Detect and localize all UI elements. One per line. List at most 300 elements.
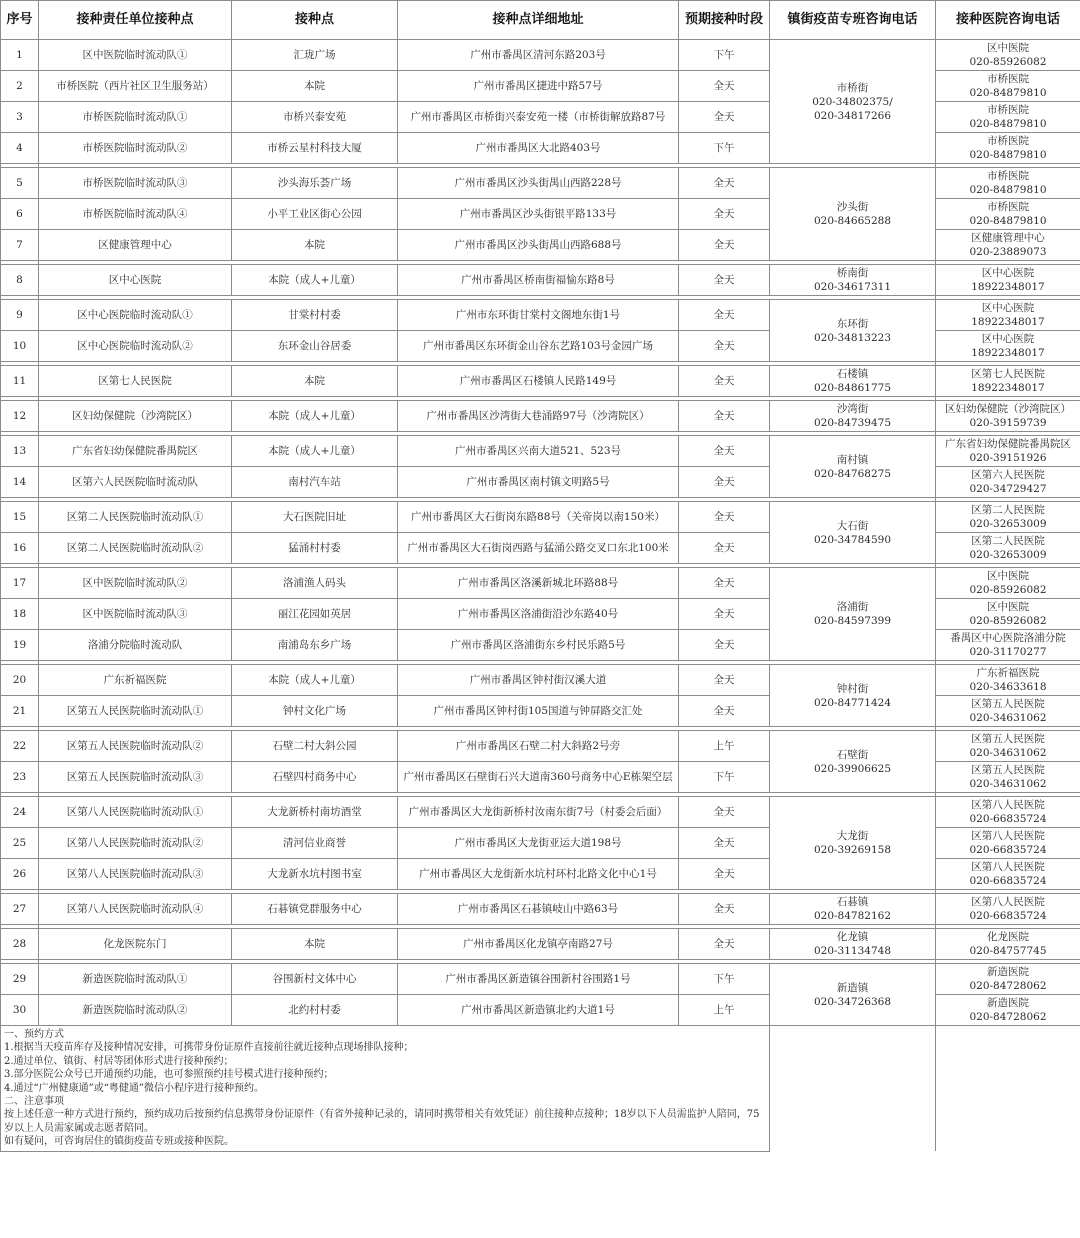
cell-seq: 23 <box>1 762 39 793</box>
street-name: 大龙街 <box>836 830 869 842</box>
cell-period: 上午 <box>679 731 770 762</box>
cell-address: 广州市番禺区新造镇谷围新村谷围路1号 <box>398 964 679 995</box>
cell-seq: 17 <box>1 568 39 599</box>
cell-site: 石壁四村商务中心 <box>232 762 398 793</box>
cell-address: 广州市番禺区洛浦街沿沙东路40号 <box>398 599 679 630</box>
hospital-name: 新造医院 <box>987 966 1029 978</box>
cell-site: 南浦岛东乡广场 <box>232 630 398 661</box>
notes-line: 3.部分医院公众号已开通预约功能，也可参照预约挂号模式进行接种预约； <box>4 1069 334 1081</box>
hospital-phone: 020-34631062 <box>969 747 1047 759</box>
street-name: 新造镇 <box>836 981 869 994</box>
cell-seq: 1 <box>1 40 39 71</box>
street-name: 钟村街 <box>836 682 869 695</box>
hospital-name: 番禺区中心医院洛浦分院 <box>950 632 1066 644</box>
cell-seq: 30 <box>1 995 39 1026</box>
hospital-name: 区第五人民医院 <box>971 698 1045 710</box>
cell-street-phone <box>770 929 936 960</box>
cell-hospital-phone <box>936 168 1080 199</box>
hospital-name: 区第六人民医院 <box>971 469 1045 481</box>
cell-street-phone <box>770 502 936 564</box>
street-name: 石碁镇 <box>836 896 869 908</box>
cell-seq: 20 <box>1 665 39 696</box>
cell-site: 猛涌村村委 <box>232 533 398 564</box>
hospital-name: 区中心医院 <box>981 267 1035 279</box>
cell-period: 全天 <box>679 797 770 828</box>
hospital-name: 市桥医院 <box>987 73 1029 85</box>
cell-unit: 区中医院临时流动队③ <box>39 599 232 630</box>
cell-seq: 14 <box>1 467 39 498</box>
hospital-phone: 020-34729427 <box>969 483 1047 495</box>
cell-hospital-phone <box>936 731 1080 762</box>
cell-address: 广州市番禺区大龙街亚运大道198号 <box>398 828 679 859</box>
hospital-phone: 18922348017 <box>971 382 1045 394</box>
cell-hospital-phone <box>936 366 1080 397</box>
cell-period: 全天 <box>679 265 770 296</box>
cell-hospital-phone <box>936 859 1080 890</box>
cell-period: 上午 <box>679 995 770 1026</box>
table-row <box>1 265 1080 296</box>
cell-unit: 区第六人民医院临时流动队 <box>39 467 232 498</box>
cell-period: 全天 <box>679 859 770 890</box>
cell-period: 全天 <box>679 894 770 925</box>
header-street-phone: 镇街疫苗专班咨询电话 <box>770 1 936 40</box>
notes-line: 1.根据当天疫苗库存及接种情况安排，可携带身份证原件直接前往就近接种点现场排队接种； <box>4 1042 414 1054</box>
notes-line: 如有疑问，可咨询居住的镇街疫苗专班或接种医院。 <box>4 1136 234 1148</box>
cell-unit: 市桥医院临时流动队② <box>39 133 232 164</box>
cell-address: 广州市番禺区钟村街105国道与钟屏路交汇处 <box>398 696 679 727</box>
cell-seq: 5 <box>1 168 39 199</box>
cell-seq: 6 <box>1 199 39 230</box>
cell-address: 广州市番禺区捷进中路57号 <box>398 71 679 102</box>
cell-hospital-phone <box>936 40 1080 71</box>
cell-address: 广州市番禺区石壁二村大斜路2号旁 <box>398 731 679 762</box>
cell-address: 广州市东环街甘棠村文阁地东街1号 <box>398 300 679 331</box>
cell-site: 石碁镇党群服务中心 <box>232 894 398 925</box>
street-name: 化龙镇 <box>836 931 869 943</box>
hospital-name: 区第八人民医院 <box>971 830 1045 842</box>
cell-unit: 市桥医院临时流动队① <box>39 102 232 133</box>
cell-address: 广州市番禺区桥南街福愉东路8号 <box>398 265 679 296</box>
cell-unit: 区中心医院临时流动队② <box>39 331 232 362</box>
cell-site: 大石医院旧址 <box>232 502 398 533</box>
table-row <box>1 366 1080 397</box>
cell-address: 广州市番禺区新造镇北约大道1号 <box>398 995 679 1026</box>
hospital-phone: 18922348017 <box>971 281 1045 293</box>
cell-address: 广州市番禺区化龙镇亭南路27号 <box>398 929 679 960</box>
cell-period: 全天 <box>679 533 770 564</box>
cell-address: 广州市番禺区大石街岗西路与猛涌公路交叉口东北100米 <box>398 533 679 564</box>
hospital-phone: 020-31170277 <box>969 646 1047 658</box>
cell-hospital-phone <box>936 797 1080 828</box>
header-address: 接种点详细地址 <box>398 1 679 40</box>
cell-site: 石壁二村大斜公园 <box>232 731 398 762</box>
cell-address: 广州市番禺区大龙街新水坑村环村北路文化中心1号 <box>398 859 679 890</box>
notes-row <box>1 1026 1080 1152</box>
hospital-name: 区第二人民医院 <box>971 535 1045 547</box>
cell-unit: 区第七人民医院 <box>39 366 232 397</box>
hospital-name: 区中心医院 <box>981 333 1035 345</box>
cell-site: 本院 <box>232 71 398 102</box>
cell-street-phone <box>770 894 936 925</box>
cell-unit: 市桥医院临时流动队③ <box>39 168 232 199</box>
cell-unit: 区第二人民医院临时流动队② <box>39 533 232 564</box>
cell-seq: 13 <box>1 436 39 467</box>
hospital-phone: 020-66835724 <box>969 875 1047 887</box>
street-name: 沙湾街 <box>836 403 869 415</box>
cell-period: 全天 <box>679 568 770 599</box>
cell-site: 本院 <box>232 366 398 397</box>
cell-street-phone <box>770 366 936 397</box>
cell-hospital-phone <box>936 401 1080 432</box>
cell-site: 清河信业商誉 <box>232 828 398 859</box>
hospital-name: 广东省妇幼保健院番禺院区 <box>945 438 1071 450</box>
hospital-name: 区健康管理中心 <box>971 232 1045 244</box>
cell-unit: 市桥医院（西片社区卫生服务站） <box>39 71 232 102</box>
hospital-name: 市桥医院 <box>987 201 1029 213</box>
table-row <box>1 436 1080 467</box>
cell-address: 广州市番禺区清河东路203号 <box>398 40 679 71</box>
cell-hospital-phone <box>936 894 1080 925</box>
table-row <box>1 929 1080 960</box>
cell-site: 谷围新村文体中心 <box>232 964 398 995</box>
street-name: 沙头街 <box>836 201 869 213</box>
notes-line: 二、注意事项 <box>4 1096 64 1108</box>
cell-unit: 区第八人民医院临时流动队① <box>39 797 232 828</box>
cell-unit: 区第五人民医院临时流动队③ <box>39 762 232 793</box>
cell-unit: 区第五人民医院临时流动队② <box>39 731 232 762</box>
cell-seq: 27 <box>1 894 39 925</box>
table-row <box>1 168 1080 199</box>
table-row <box>1 300 1080 331</box>
street-phone: 020-84768275 <box>813 467 892 480</box>
cell-site: 本院（成人+儿童） <box>232 401 398 432</box>
hospital-phone: 020-84879810 <box>969 215 1047 227</box>
hospital-name: 区中医院 <box>987 601 1029 613</box>
cell-unit: 区第二人民医院临时流动队① <box>39 502 232 533</box>
notes-blank-hospital <box>936 1026 1080 1152</box>
cell-address: 广州市番禺区石壁街石兴大道南360号商务中心E栋架空层 <box>398 762 679 793</box>
cell-period: 下午 <box>679 40 770 71</box>
cell-period: 全天 <box>679 828 770 859</box>
cell-hospital-phone <box>936 71 1080 102</box>
cell-hospital-phone <box>936 230 1080 261</box>
cell-period: 下午 <box>679 133 770 164</box>
street-name: 市桥街 <box>836 81 869 94</box>
hospital-phone: 18922348017 <box>971 347 1045 359</box>
cell-street-phone <box>770 265 936 296</box>
street-name: 洛浦街 <box>836 601 869 613</box>
cell-hospital-phone <box>936 995 1080 1026</box>
cell-unit: 区中医院临时流动队② <box>39 568 232 599</box>
cell-address: 广州市番禺区大北路403号 <box>398 133 679 164</box>
cell-site: 钟村文化广场 <box>232 696 398 727</box>
cell-site: 本院（成人+儿童） <box>232 665 398 696</box>
cell-street-phone <box>770 665 936 727</box>
cell-hospital-phone <box>936 331 1080 362</box>
table-row <box>1 40 1080 71</box>
hospital-phone: 020-85926082 <box>969 584 1047 596</box>
hospital-name: 区第五人民医院 <box>971 764 1045 776</box>
street-name: 东环街 <box>836 317 869 330</box>
cell-seq: 10 <box>1 331 39 362</box>
cell-address: 广州市番禺区洛溪新城北环路88号 <box>398 568 679 599</box>
street-phone: 020-84861775 <box>813 382 892 394</box>
table-row <box>1 964 1080 995</box>
header-period: 预期接种时段 <box>679 1 770 40</box>
cell-period: 全天 <box>679 696 770 727</box>
cell-address: 广州市番禺区大龙街新桥村汝南东街7号（村委会后面） <box>398 797 679 828</box>
cell-street-phone <box>770 436 936 498</box>
cell-hospital-phone <box>936 964 1080 995</box>
cell-hospital-phone <box>936 133 1080 164</box>
cell-street-phone <box>770 568 936 661</box>
hospital-name: 区第八人民医院 <box>971 861 1045 873</box>
cell-address: 广州市番禺区沙头街禺山西路228号 <box>398 168 679 199</box>
cell-hospital-phone <box>936 265 1080 296</box>
cell-period: 全天 <box>679 467 770 498</box>
hospital-name: 区中医院 <box>987 570 1029 582</box>
street-phone: 020-84771424 <box>813 696 892 709</box>
cell-unit: 区第五人民医院临时流动队① <box>39 696 232 727</box>
street-phone: 020-84739475 <box>813 417 892 429</box>
header-seq: 序号 <box>1 1 39 40</box>
street-phone: 020-34802375/ 020-34817266 <box>812 95 893 122</box>
street-name: 大石街 <box>836 519 869 532</box>
cell-address: 广州市番禺区石楼镇人民路149号 <box>398 366 679 397</box>
cell-period: 全天 <box>679 300 770 331</box>
cell-site: 汇珑广场 <box>232 40 398 71</box>
cell-address: 广州市番禺区大石街岗东路88号（关帝岗以南150米） <box>398 502 679 533</box>
cell-hospital-phone <box>936 533 1080 564</box>
cell-site: 本院 <box>232 230 398 261</box>
cell-period: 全天 <box>679 168 770 199</box>
cell-site: 沙头海乐荟广场 <box>232 168 398 199</box>
cell-site: 本院（成人+儿童） <box>232 436 398 467</box>
cell-seq: 4 <box>1 133 39 164</box>
street-phone: 020-34784590 <box>813 533 892 546</box>
hospital-name: 区妇幼保健院（沙湾院区） <box>945 403 1071 415</box>
cell-period: 全天 <box>679 599 770 630</box>
hospital-phone: 020-32653009 <box>969 549 1047 561</box>
hospital-name: 市桥医院 <box>987 170 1029 182</box>
cell-unit: 区第八人民医院临时流动队② <box>39 828 232 859</box>
header-hospital-phone: 接种医院咨询电话 <box>936 1 1080 40</box>
street-phone: 020-84665288 <box>813 215 892 227</box>
cell-period: 全天 <box>679 230 770 261</box>
hospital-name: 区第七人民医院 <box>971 368 1045 380</box>
street-name: 南村镇 <box>836 453 869 466</box>
hospital-name: 市桥医院 <box>987 135 1029 147</box>
cell-seq: 21 <box>1 696 39 727</box>
cell-seq: 24 <box>1 797 39 828</box>
hospital-name: 市桥医院 <box>987 104 1029 116</box>
cell-street-phone <box>770 300 936 362</box>
cell-hospital-phone <box>936 467 1080 498</box>
cell-period: 下午 <box>679 762 770 793</box>
cell-hospital-phone <box>936 762 1080 793</box>
hospital-phone: 020-85926082 <box>969 615 1047 627</box>
cell-site: 市桥云星村科技大厦 <box>232 133 398 164</box>
notes-line: 4.通过“广州健康通”或“粤健通”微信小程序进行接种预约。 <box>4 1082 264 1094</box>
hospital-phone: 020-39159739 <box>969 417 1047 429</box>
table-row <box>1 502 1080 533</box>
hospital-phone: 020-84728062 <box>969 980 1047 992</box>
cell-seq: 12 <box>1 401 39 432</box>
cell-site: 大龙新水坑村图书室 <box>232 859 398 890</box>
cell-period: 全天 <box>679 665 770 696</box>
notes-line: 2.通过单位、镇街、村居等团体形式进行接种预约； <box>4 1055 234 1067</box>
cell-site: 甘棠村村委 <box>232 300 398 331</box>
hospital-phone: 020-66835724 <box>969 910 1047 922</box>
hospital-name: 区第二人民医院 <box>971 504 1045 516</box>
cell-period: 全天 <box>679 199 770 230</box>
cell-seq: 18 <box>1 599 39 630</box>
hospital-phone: 020-84879810 <box>969 87 1047 99</box>
cell-period: 全天 <box>679 366 770 397</box>
hospital-phone: 020-84879810 <box>969 184 1047 196</box>
hospital-name: 化龙医院 <box>987 931 1029 943</box>
cell-seq: 19 <box>1 630 39 661</box>
cell-seq: 2 <box>1 71 39 102</box>
notes-block <box>1 1026 770 1152</box>
table-row <box>1 797 1080 828</box>
header-row <box>1 1 1080 40</box>
cell-unit: 新造医院临时流动队① <box>39 964 232 995</box>
notes-blank-street <box>770 1026 936 1152</box>
cell-hospital-phone <box>936 630 1080 661</box>
cell-seq: 3 <box>1 102 39 133</box>
street-phone: 020-34726368 <box>813 995 892 1008</box>
hospital-phone: 18922348017 <box>971 316 1045 328</box>
hospital-name: 区中医院 <box>987 42 1029 54</box>
cell-unit: 区妇幼保健院（沙湾院区） <box>39 401 232 432</box>
cell-address: 广州市番禺区兴南大道521、523号 <box>398 436 679 467</box>
cell-hospital-phone <box>936 436 1080 467</box>
cell-seq: 11 <box>1 366 39 397</box>
cell-address: 广州市番禺区南村镇文明路5号 <box>398 467 679 498</box>
cell-unit: 新造医院临时流动队② <box>39 995 232 1026</box>
cell-site: 本院 <box>232 929 398 960</box>
cell-address: 广州市番禺区钟村街汉溪大道 <box>398 665 679 696</box>
cell-address: 广州市番禺区石碁镇岐山中路63号 <box>398 894 679 925</box>
hospital-name: 广东祈福医院 <box>976 667 1040 679</box>
table-row <box>1 894 1080 925</box>
street-phone: 020-39269158 <box>813 844 892 856</box>
cell-hospital-phone <box>936 929 1080 960</box>
cell-site: 大龙新桥村南坊酒堂 <box>232 797 398 828</box>
cell-unit: 区第八人民医院临时流动队④ <box>39 894 232 925</box>
cell-period: 全天 <box>679 502 770 533</box>
cell-street-phone <box>770 401 936 432</box>
cell-hospital-phone <box>936 665 1080 696</box>
cell-unit: 洛浦分院临时流动队 <box>39 630 232 661</box>
hospital-phone: 020-84879810 <box>969 149 1047 161</box>
hospital-phone: 020-39151926 <box>969 452 1047 464</box>
cell-period: 全天 <box>679 401 770 432</box>
cell-seq: 29 <box>1 964 39 995</box>
cell-street-phone <box>770 964 936 1026</box>
cell-unit: 市桥医院临时流动队④ <box>39 199 232 230</box>
cell-hospital-phone <box>936 599 1080 630</box>
cell-address: 广州市番禺区沙头街银平路133号 <box>398 199 679 230</box>
hospital-phone: 020-66835724 <box>969 844 1047 856</box>
street-name: 石壁街 <box>836 748 869 761</box>
cell-period: 全天 <box>679 436 770 467</box>
cell-seq: 25 <box>1 828 39 859</box>
cell-hospital-phone <box>936 502 1080 533</box>
cell-address: 广州市番禺区市桥街兴泰安苑一楼（市桥街解放路87号 <box>398 102 679 133</box>
cell-street-phone <box>770 168 936 261</box>
hospital-phone: 020-66835724 <box>969 813 1047 825</box>
cell-period: 全天 <box>679 929 770 960</box>
cell-seq: 8 <box>1 265 39 296</box>
cell-hospital-phone <box>936 828 1080 859</box>
cell-seq: 16 <box>1 533 39 564</box>
cell-unit: 区中心医院 <box>39 265 232 296</box>
cell-seq: 9 <box>1 300 39 331</box>
cell-unit: 区第八人民医院临时流动队③ <box>39 859 232 890</box>
street-phone: 020-84597399 <box>813 615 892 627</box>
hospital-name: 区第五人民医院 <box>971 733 1045 745</box>
cell-site: 市桥兴泰安苑 <box>232 102 398 133</box>
cell-site: 洛浦渔人码头 <box>232 568 398 599</box>
cell-seq: 26 <box>1 859 39 890</box>
street-phone: 020-34617311 <box>813 281 892 293</box>
cell-unit: 区健康管理中心 <box>39 230 232 261</box>
cell-period: 全天 <box>679 630 770 661</box>
hospital-phone: 020-84757745 <box>969 945 1047 957</box>
cell-site: 丽江花园如英居 <box>232 599 398 630</box>
cell-seq: 28 <box>1 929 39 960</box>
cell-unit: 化龙医院东门 <box>39 929 232 960</box>
cell-period: 下午 <box>679 964 770 995</box>
cell-hospital-phone <box>936 199 1080 230</box>
cell-unit: 区中心医院临时流动队① <box>39 300 232 331</box>
hospital-phone: 020-32653009 <box>969 518 1047 530</box>
hospital-name: 新造医院 <box>987 997 1029 1009</box>
street-name: 石楼镇 <box>836 368 869 380</box>
cell-period: 全天 <box>679 102 770 133</box>
cell-unit: 区中医院临时流动队① <box>39 40 232 71</box>
cell-seq: 7 <box>1 230 39 261</box>
cell-site: 本院（成人+儿童） <box>232 265 398 296</box>
table-row <box>1 401 1080 432</box>
street-phone: 020-31134748 <box>813 945 892 957</box>
cell-site: 南村汽车站 <box>232 467 398 498</box>
header-site: 接种点 <box>232 1 398 40</box>
cell-seq: 22 <box>1 731 39 762</box>
hospital-name: 区第八人民医院 <box>971 896 1045 908</box>
cell-period: 全天 <box>679 71 770 102</box>
hospital-phone: 020-84879810 <box>969 118 1047 130</box>
cell-site: 小平工业区街心公园 <box>232 199 398 230</box>
hospital-phone: 020-34631062 <box>969 712 1047 724</box>
cell-street-phone <box>770 40 936 164</box>
cell-hospital-phone <box>936 568 1080 599</box>
cell-seq: 15 <box>1 502 39 533</box>
table-body <box>1 40 1080 1152</box>
hospital-phone: 020-85926082 <box>969 56 1047 68</box>
street-phone: 020-34813223 <box>813 331 892 344</box>
hospital-phone: 020-34633618 <box>969 681 1047 693</box>
cell-hospital-phone <box>936 102 1080 133</box>
hospital-name: 区第八人民医院 <box>971 799 1045 811</box>
notes-line: 一、预约方式 <box>4 1029 64 1040</box>
cell-address: 广州市番禺区沙湾街大巷涌路97号（沙湾院区） <box>398 401 679 432</box>
cell-site: 北约村村委 <box>232 995 398 1026</box>
hospital-name: 区中心医院 <box>981 302 1035 314</box>
table-row <box>1 568 1080 599</box>
